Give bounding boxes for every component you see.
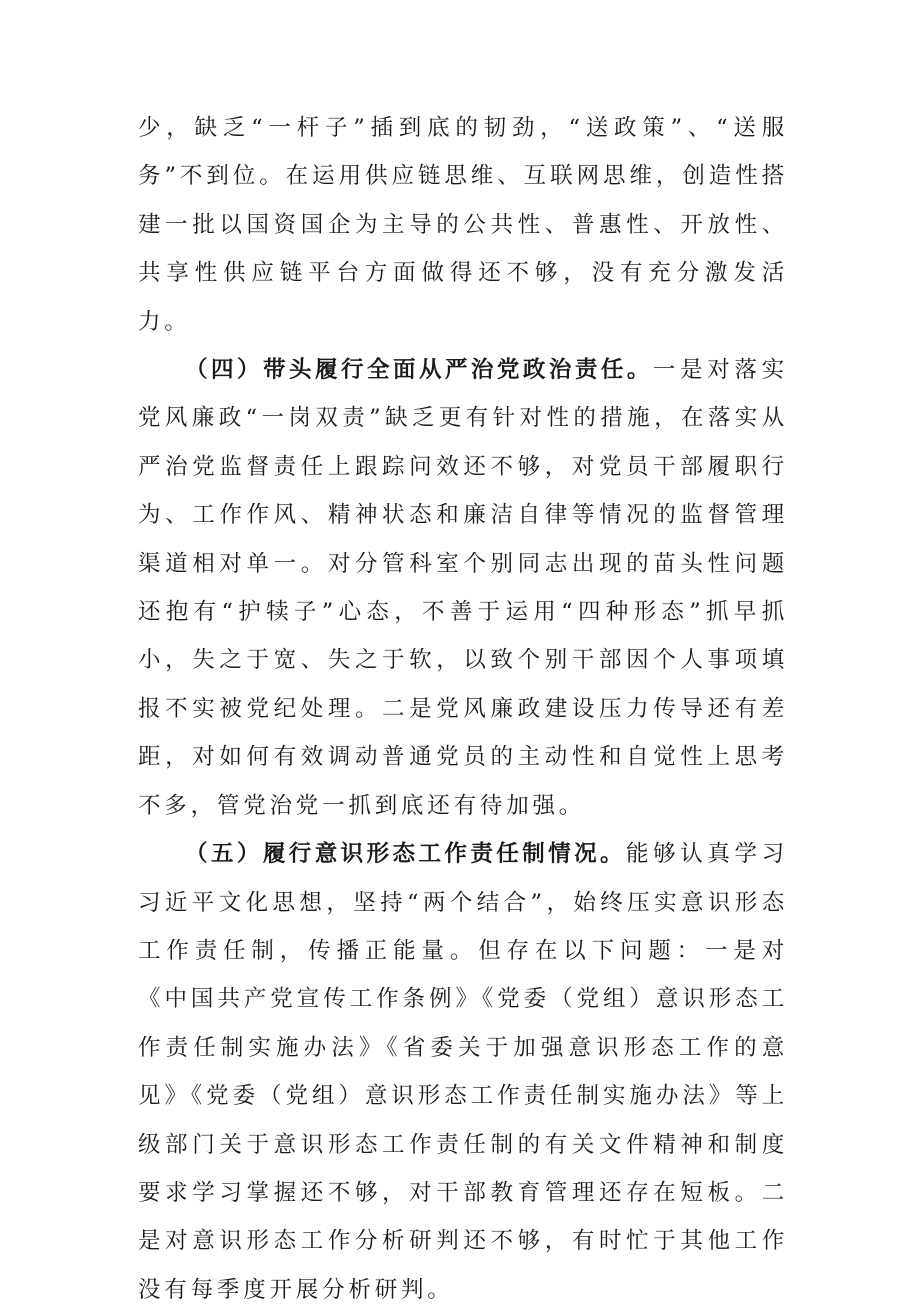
paragraph-body: 少，缺乏“一杆子”插到底的韧劲，“送政策”、“送服务”不到位。在运用供应链思维、互联网思维，创造性搭建一批以国资国企为主导的公共性、普惠性、开放性、共享性供应链平台方面做得还不够，没有充分激发活力。 [138, 115, 788, 335]
paragraph-continuation [138, 104, 788, 346]
paragraph-section-five [138, 830, 788, 1314]
section-heading: （五）履行意识形态工作责任制情况。 [185, 841, 626, 868]
paragraph-body: 一是对落实党风廉政“一岗双责”缺乏更有针对性的措施，在落实从严治党监督责任上跟踪问效还不够，对党员干部履职行为、工作作风、精神状态和廉洁自律等情况的监督管理渠道相对单一。对分管科室个别同志出现的苗头性问题还抱有“护犊子”心态，不善于运用“四种形态”抓早抓小，失之于宽、失之于软，以致个别干部因个人事项填报不实被党纪处理。二是党风廉政建设压力传导还有差距，对如何有效调动普通党员的主动性和自觉性上思考不多，管党治党一抓到底还有待加强。 [138, 357, 788, 819]
section-heading: （四）带头履行全面从严治党政治责任。 [185, 357, 653, 384]
paragraph-section-four [138, 346, 788, 830]
paragraph-body: 能够认真学习习近平文化思想，坚持“两个结合”，始终压实意识形态工作责任制，传播正能量。但存在以下问题：一是对《中国共产党宣传工作条例》《党委（党组）意识形态工作责任制实施办法》《省委关于加强意识形态工作的意见》《党委（党组）意识形态工作责任制实施办法》等上级部门关于意识形态工作责任制的有关文件精神和制度要求学习掌握还不够，对干部教育管理还存在短板。二是对意识形态工作分析研判还不够，有时忙于其他工作没有每季度开展分析研判。 [138, 841, 788, 1303]
